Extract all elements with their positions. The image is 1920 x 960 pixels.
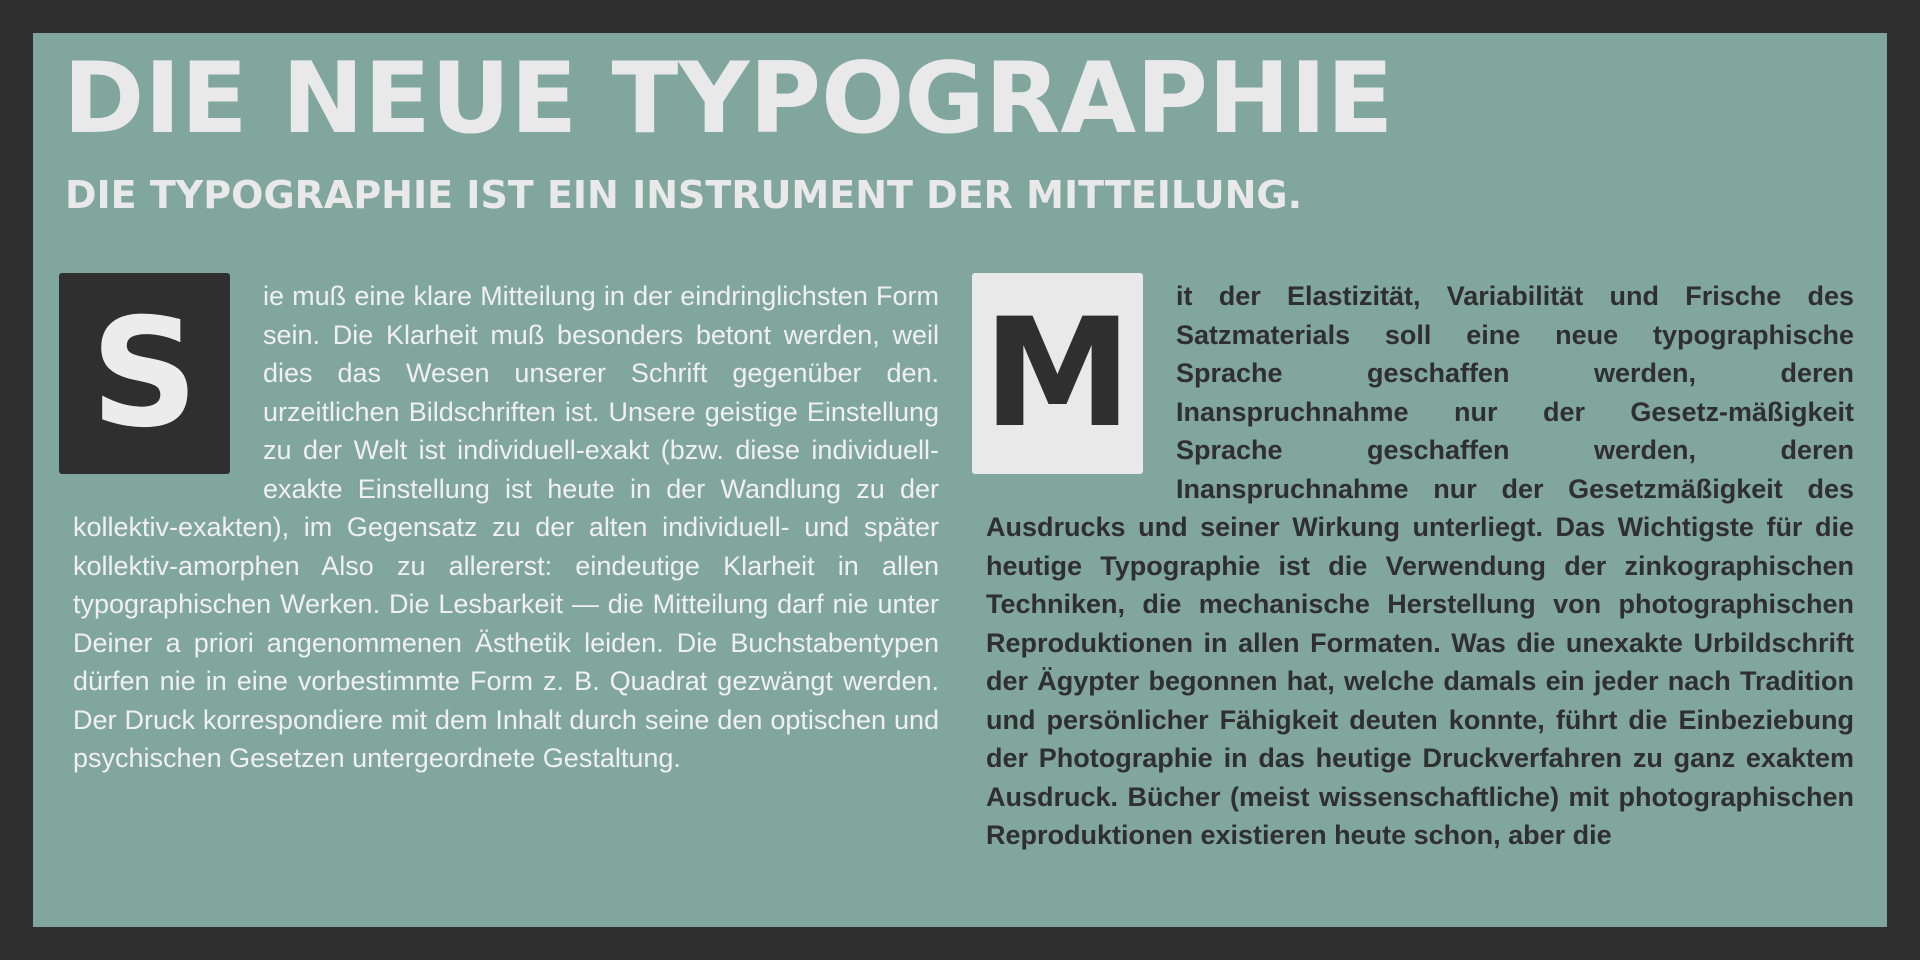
right-column (982, 277, 1854, 855)
page-subtitle: DIE TYPOGRAPHIE IST EIN INSTRUMENT DER MITTEILUNG. (65, 173, 1303, 217)
left-column (73, 277, 939, 778)
right-column-text: it der Elastizität, Variabilität und Frische des Satzmaterials soll eine neue typographische Sprache geschaffen werden, deren Inanspruchnahme nur der Gesetz-mäßigkeit Sprache geschaffen werden, deren Inanspruchnahme nur der Gesetzmäßigkeit des Ausdrucks und seiner Wirkung unterliegt. Das Wichtigste für die heutige Typographie ist die Verwendung der zinkographischen Techniken, die mechanische Herstellung von photographischen Reproduktionen in allen Formaten. Was die unexakte Urbildschrift der Ägypter begonnen hat, welche damals ein jeder nach Tradition und persönlicher Fähigkeit deuten konnte, führt die Einbeziebung der Photographie in das heutige Druckverfahren zu ganz exaktem Ausdruck. Bücher (meist wissenschaftliche) mit photographischen Reproduktionen existieren heute schon, aber die (986, 281, 1854, 850)
drop-cap-m: M (972, 273, 1143, 474)
poster-panel (33, 33, 1887, 927)
drop-cap-s: S (59, 273, 230, 474)
left-column-text: ie muß eine klare Mitteilung in der eindringlichsten Form sein. Die Klarheit muß besonders betont werden, weil dies das Wesen unserer Schrift gegenüber den. urzeitlichen Bildschriften ist. Unsere geistige Einstellung zu der Welt ist individuell-exakt (bzw. diese individuell-exakte Einstellung ist heute in der Wandlung zu der kollektiv-exakten), im Gegensatz zu der alten individuell- und später kollektiv-amorphen Also zu allererst: eindeutige Klarheit in allen typographischen Werken. Die Lesbarkeit — die Mitteilung darf nie unter Deiner a priori angenommenen Ästhetik leiden. Die Buchstabentypen dürfen nie in eine vorbestimmte Form z. B. Quadrat gezwängt werden. Der Druck korrespondiere mit dem Inhalt durch seine den optischen und psychischen Gesetzen untergeordnete Gestaltung. (73, 281, 939, 773)
page-title: DIE NEUE TYPOGRAPHIE (63, 42, 1394, 156)
